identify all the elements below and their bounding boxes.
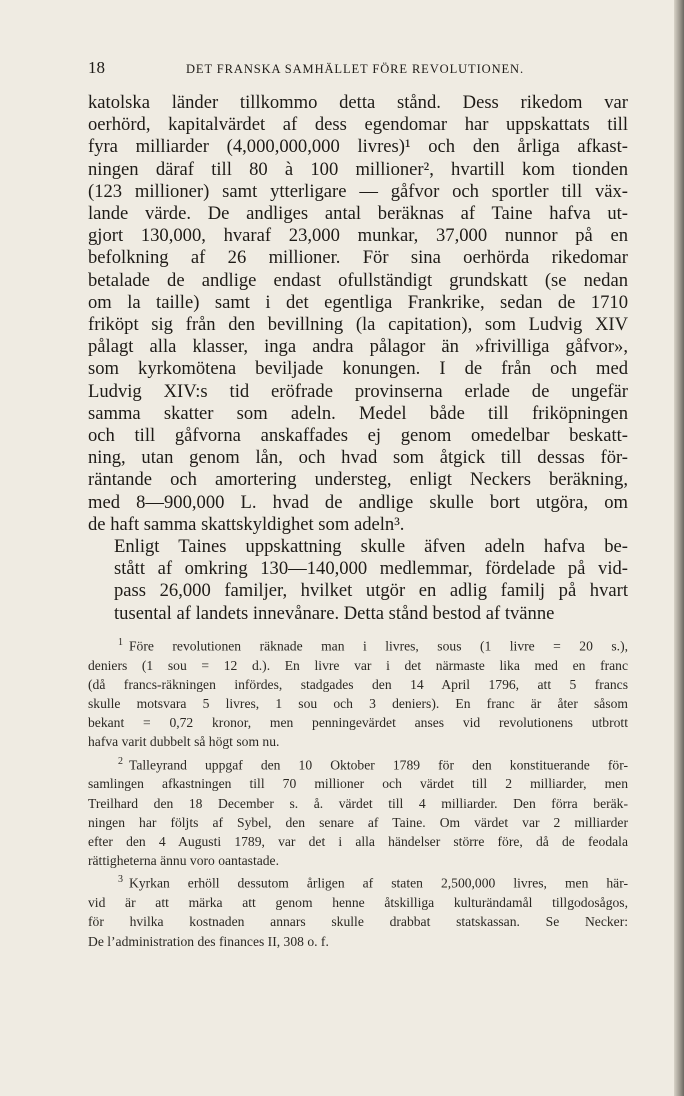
footnote bbox=[88, 752, 628, 871]
footnotes bbox=[88, 633, 628, 951]
text-line: Enligt Taines uppskattning skulle äfven adeln hafva be- bbox=[114, 536, 628, 558]
text-line: tusental af landets innevånare. Detta stånd bestod af tvänne bbox=[114, 602, 555, 624]
text-line: (123 millioner) samt ytterligare — gåfvor och sportler till väx- bbox=[88, 180, 628, 202]
text-line: stått af omkring 130—140,000 medlemmar, fördelade på vid- bbox=[114, 558, 628, 580]
footnote-text: Kyrkan erhöll dessutom årligen af staten 2,500,000 livres, men här- bbox=[129, 875, 628, 891]
text-line: ning, utan genom lån, och hvad som åtgick till dessas för- bbox=[88, 447, 628, 469]
text-line: friköpt sig från den bevillning (la capitation), som Ludvig XIV bbox=[88, 314, 628, 336]
text-line: pålagt alla klasser, inga andra pålagor än »frivilliga gåfvor», bbox=[88, 336, 628, 358]
running-head bbox=[88, 58, 628, 84]
text-line: katolska länder tillkommo detta stånd. Dess rikedom var bbox=[88, 92, 628, 113]
text-line: betalade de andlige endast ofullständigt grundskatt (se nedan bbox=[88, 269, 628, 291]
footnote-line bbox=[88, 752, 628, 775]
footnote bbox=[88, 870, 628, 950]
footnote-mark: 2 bbox=[118, 755, 123, 767]
footnote-line: Treilhard den 18 December s. å. värdet till 4 milliarder. Den förra beräk- bbox=[88, 795, 628, 811]
footnote-line bbox=[88, 633, 628, 656]
page-edge bbox=[674, 0, 684, 1096]
footnote-line: deniers (1 sou = 12 d.). En livre var i det närmaste lika med en franc bbox=[88, 657, 628, 673]
footnote-text: Talleyrand uppgaf den 10 Oktober 1789 för den konstituerande för- bbox=[129, 757, 628, 773]
body-text bbox=[88, 92, 628, 625]
text-line: samma skatter som adeln. Medel både till friköpningen bbox=[88, 402, 628, 424]
footnote-mark: 1 bbox=[118, 636, 123, 648]
text-line: fyra milliarder (4,000,000,000 livres)¹ och den årliga afkast- bbox=[88, 136, 628, 158]
footnote-mark: 3 bbox=[118, 874, 123, 886]
text-line: ningen däraf till 80 à 100 millioner², hvartill kom tionden bbox=[88, 158, 628, 180]
paragraph-2 bbox=[88, 536, 628, 625]
footnote-line: skulle motsvara 5 livres, 1 sou och 3 deniers). En franc är åter såsom bbox=[88, 696, 628, 712]
footnote-line: efter den 4 Augusti 1789, var det i alla händelser större före, då de feodala bbox=[88, 833, 628, 849]
paragraph-1 bbox=[88, 92, 628, 536]
text-line: de haft samma skattskyldighet som adeln³. bbox=[88, 513, 405, 535]
footnote-line: vid är att märka att genom henne åtskilliga kulturändamål tillgodosågos, bbox=[88, 895, 628, 911]
text-line: befolkning af 26 millioner. För sina oerhörda rikedomar bbox=[88, 247, 628, 269]
footnote-line: samlingen afkastningen till 70 millioner och värdet till 2 milliarder, men bbox=[88, 776, 628, 792]
text-line: lande värde. De andliges antal beräknas af Taine hafva ut- bbox=[88, 203, 628, 225]
text-line: oerhörd, kapitalvärdet af dess egendomar har uppskattats till bbox=[88, 114, 628, 136]
text-line: räntande och amortering understeg, enligt Neckers beräkning, bbox=[88, 469, 628, 491]
footnote-line: ningen har följts af Sybel, den senare af Taine. Om värdet var 2 milliarder bbox=[88, 814, 628, 830]
page-number: 18 bbox=[88, 58, 105, 77]
text-line: och till gåfvorna anskaffades ej genom omedelbar beskatt- bbox=[88, 425, 628, 447]
text-line: med 8—900,000 L. hvad de andlige skulle bort utgöra, om bbox=[88, 491, 628, 513]
text-line: gjort 130,000, hvaraf 23,000 munkar, 37,000 nunnor på en bbox=[88, 225, 628, 247]
running-title: DET FRANSKA SAMHÄLLET FÖRE REVOLUTIONEN. bbox=[186, 62, 524, 76]
text-line: pass 26,000 familjer, hvilket utgör en adlig familj på hvart bbox=[114, 580, 628, 602]
footnote-line: (då francs-räkningen infördes, stadgades den 14 April 1796, att 5 francs bbox=[88, 676, 628, 692]
footnote-line: De l’administration des finances II, 308 o. f. bbox=[88, 933, 329, 949]
footnote-text: Före revolutionen räknade man i livres, sous (1 livre = 20 s.), bbox=[129, 638, 628, 654]
footnote-line: bekant = 0,72 kronor, men penningevärdet anses vid revolutionens utbrott bbox=[88, 715, 628, 731]
text-line: om la taille) samt i det egentliga Frankrike, sedan de 1710 bbox=[88, 291, 628, 313]
footnote-line: hafva varit dubbelt så högt som nu. bbox=[88, 734, 280, 750]
footnote bbox=[88, 633, 628, 752]
footnote-line bbox=[88, 870, 628, 893]
book-page bbox=[88, 58, 628, 951]
text-line: som kyrkomötena beviljade konungen. I de från och med bbox=[88, 358, 628, 380]
footnote-line: för hvilka kostnaden annars skulle drabbat statskassan. Se Necker: bbox=[88, 914, 628, 930]
text-line: Ludvig XIV:s tid eröfrade provinserna erlade de ungefär bbox=[88, 380, 628, 402]
footnote-line: rättigheterna ännu voro oantastade. bbox=[88, 853, 279, 869]
